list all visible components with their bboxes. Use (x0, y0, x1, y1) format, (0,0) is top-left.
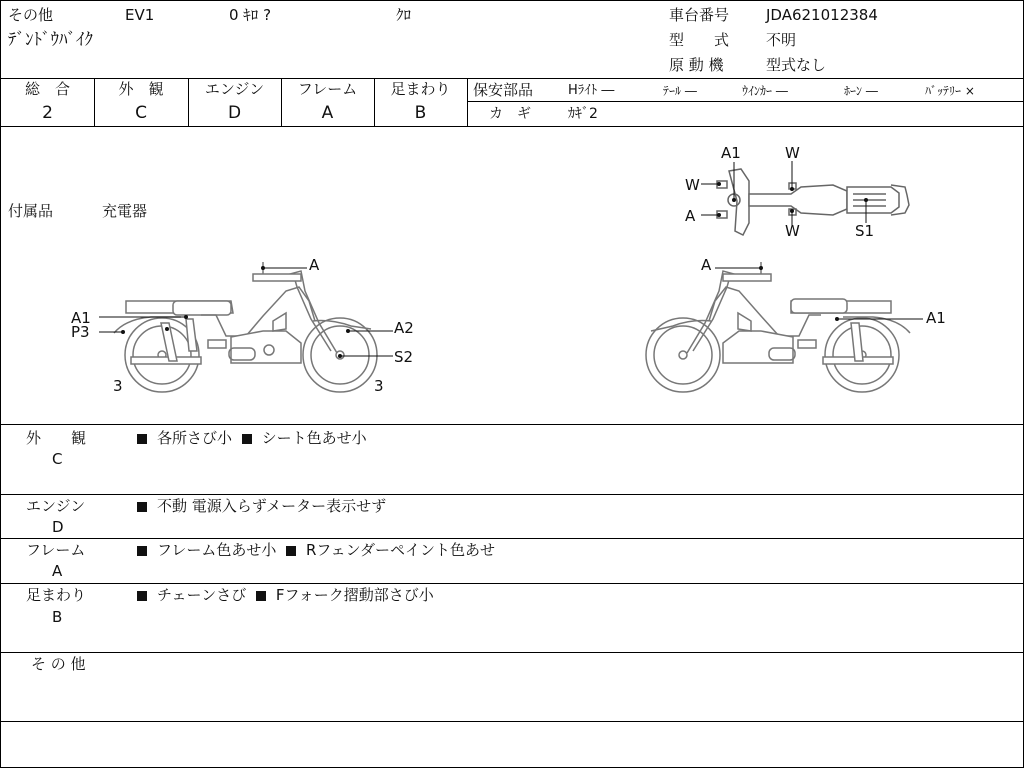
mark-w: W (785, 144, 800, 162)
engine-type-label: 原 動 機 (669, 56, 724, 74)
accessories-value: 充電器 (102, 202, 148, 220)
winker-status: ｳｲﾝｶｰ ― (742, 84, 788, 98)
safety-label: 保安部品 (473, 81, 534, 99)
divider (1, 583, 1023, 584)
overall-label: 総 合 (24, 80, 70, 98)
divider (1, 652, 1023, 653)
mark-a: A (309, 256, 320, 274)
engine-grade: D (227, 103, 242, 123)
divider (1, 721, 1023, 722)
frame-grade: A (321, 103, 334, 123)
note-frame-label: フレーム (26, 541, 86, 559)
frame-no-label: 車台番号 (669, 6, 730, 24)
note-engine-text: 不動 電源入らずメーター表示せず (137, 499, 386, 514)
mark-a: A (685, 207, 696, 225)
mark-s2: S2 (394, 348, 414, 366)
taillight-status: ﾃｰﾙ ― (663, 84, 697, 98)
exterior-label: 外 観 (118, 80, 164, 98)
model-name: ﾃﾞﾝﾄﾞｳﾊﾞｲｸ (8, 30, 93, 50)
note-other-label: そ の 他 (31, 655, 86, 673)
note-exterior-grade: C (52, 450, 63, 468)
engine-type-value: 型式なし (766, 56, 827, 74)
note-suspension-grade: B (52, 608, 63, 626)
category-value: その他 (8, 6, 54, 24)
suspension-grade: B (414, 103, 427, 123)
note-exterior-label: 外 観 (26, 429, 87, 447)
note-exterior-text: 各所さび小 シート色あせ小 (137, 431, 367, 446)
bullet-icon (137, 502, 147, 512)
mark-a1: A1 (926, 309, 946, 327)
bullet-icon (256, 591, 266, 601)
mark-a: A (701, 256, 712, 274)
exterior-grade: C (135, 103, 147, 123)
key-label: カ ギ (489, 106, 531, 122)
engine-label: エンジン (204, 80, 265, 98)
divider (1, 494, 1023, 495)
divider (1, 538, 1023, 539)
accessories-label: 付属品 (8, 202, 54, 220)
mileage: 0 ｷﾛ ? (229, 6, 272, 24)
note-suspension-text: チェーンさび Fフォーク摺動部さび小 (137, 588, 434, 603)
type-value: 不明 (766, 31, 797, 49)
note-frame-text: フレーム色あせ小 Rフェンダーペイント色あせ (137, 543, 495, 558)
model-code: EV1 (125, 6, 155, 24)
key-value: ｶｷﾞ2 (568, 106, 598, 122)
mark-w: W (685, 176, 700, 194)
right-side-diagram (1, 1, 1024, 431)
battery-status: ﾊﾞｯﾃﾘｰ × (925, 84, 975, 98)
mark-a1: A1 (71, 309, 91, 327)
type-label: 型 式 (669, 31, 730, 49)
mark-s1: S1 (855, 222, 875, 240)
note-engine-label: エンジン (26, 497, 86, 515)
color-value: ｸﾛ (396, 6, 412, 24)
mark-p3: P3 (71, 323, 90, 341)
bullet-icon (286, 546, 296, 556)
mark-3: 3 (374, 377, 384, 395)
mark-a1: A1 (721, 144, 741, 162)
mark-3: 3 (113, 377, 123, 395)
mark-a2: A2 (394, 319, 414, 337)
bullet-icon (137, 591, 147, 601)
suspension-label: 足まわり (390, 80, 451, 98)
mark-w: W (785, 222, 800, 240)
overall-grade: 2 (42, 103, 53, 123)
bullet-icon (137, 434, 147, 444)
frame-label: フレーム (297, 80, 358, 98)
note-suspension-label: 足まわり (26, 586, 87, 604)
bullet-icon (137, 546, 147, 556)
horn-status: ﾎｰﾝ ― (844, 84, 878, 98)
headlight-status: Hﾗｲﾄ ― (568, 83, 615, 98)
note-frame-grade: A (52, 562, 63, 580)
frame-no: JDA621012384 (766, 6, 878, 24)
note-engine-grade: D (52, 518, 64, 536)
bullet-icon (242, 434, 252, 444)
